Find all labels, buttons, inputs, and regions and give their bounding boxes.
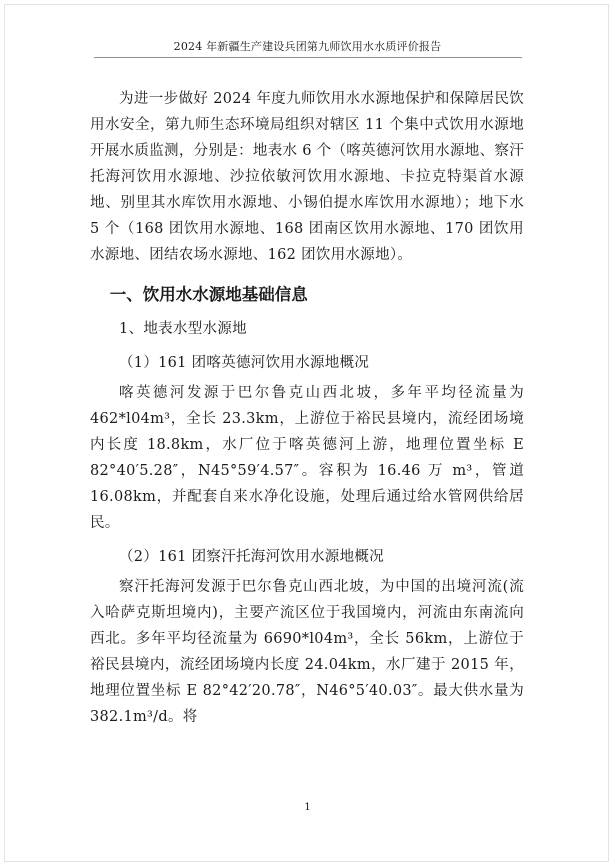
document-body [90, 86, 524, 730]
intro-paragraph: 为进一步做好 2024 年度九师饮用水水源地保护和保障居民饮用水安全，第九师生态环境局组织对辖区 11 个集中式饮用水源地开展水质监测，分别是：地表水 6 个（喀英德河饮用水源地、察汗托海河饮用水源地、沙拉依敏河饮用水源地、卡拉克特渠首水源地、别里其水库饮用水源地、小锡伯提水库饮用水源地）；地下水 5 个（168 团饮用水源地、168 团南区饮用水源地、170 团饮用水源地、团结农场水源地、162 团饮用水源地）。 [90, 91, 524, 263]
running-header: 2024 年新疆生产建设兵团第九师饮用水水质评价报告 [173, 40, 442, 53]
item-heading-chahantuohai: （2）161 团察汗托海河饮用水源地概况 [119, 549, 385, 565]
page-number: 1 [304, 802, 311, 813]
item-body-kayingde: 喀英德河发源于巴尔鲁克山西北坡，多年平均径流量为 462*l04m³，全长 23.3km，上游位于裕民县境内，流经团场境内长度 18.8km，水厂位于喀英德河上游，地理位置坐标 E 82°40′5.28″，N45°59′4.57″。容积为 16.46 万 m³，管道 16.08km，并配套自来水净化设施，处理后通过给水管网供给居民。 [90, 385, 524, 531]
section-heading-1: 一、饮用水水源地基础信息 [109, 285, 308, 304]
item-body-chahantuohai: 察汗托海河发源于巴尔鲁克山西北坡，为中国的出境河流(流入哈萨克斯坦境内)，主要产流区位于我国境内，河流由东南流向西北。多年平均径流量为 6690*l04m³，全长 56km，上游位于裕民县境内，流经团场境内长度 24.04km，水厂建于 2015 年，地理位置坐标 E 82°42′20.78″，N46°5′40.03″。最大供水量为 382.1m³/d。将 [90, 579, 524, 725]
item-heading-kayingde: （1）161 团喀英德河饮用水源地概况 [119, 355, 370, 371]
header-rule [94, 57, 522, 58]
subsection-heading-surface-water: 1、地表水型水源地 [119, 321, 247, 337]
